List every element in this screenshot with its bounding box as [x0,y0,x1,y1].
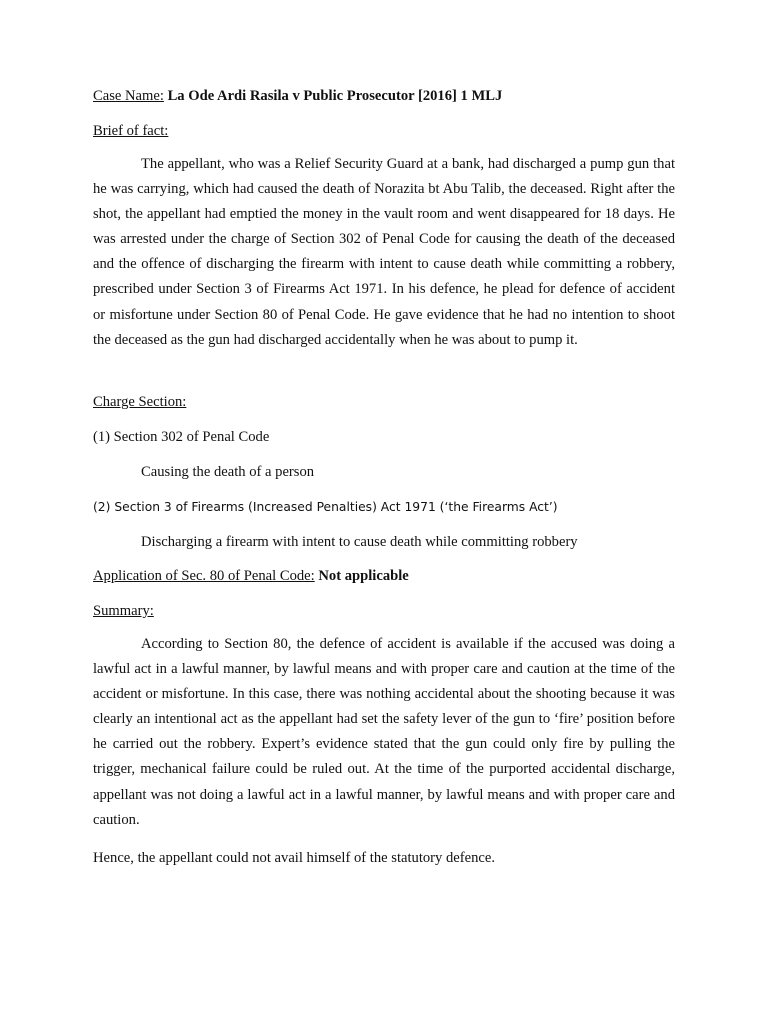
summary-heading: Summary: [93,603,154,619]
application-value: Not applicable [318,568,409,584]
summary-paragraph: According to Section 80, the defence of accident is available if the accused was doing a lawful act in a lawful manner, by lawful means and with proper care and caution at the time of the accident or misfortune. In this case, there was nothing accidental about the shooting because it was clearly an intentional act as the appellant had set the safety lever of the gun to ‘fire’ position before he carried out the robbery. Expert’s evidence stated that the gun could only fire by pulling the trigger, mechanical failure could be ruled out. At the time of the purported accidental discharge, appellant was not doing a lawful act in a lawful manner, by lawful means and with proper care and caution. [93,636,675,828]
brief-heading: Brief of fact: [93,123,169,139]
case-name-label: Case Name: [93,88,164,104]
application-label: Application of Sec. 80 of Penal Code: [93,568,315,584]
charge-2-title: (2) Section 3 of Firearms (Increased Penalties) Act 1971 (‘the Firearms Act’) [93,500,558,514]
brief-paragraph: The appellant, who was a Relief Security Guard at a bank, had discharged a pump gun that he was carrying, which had caused the death of Norazita bt Abu Talib, the deceased. Right after the shot, the appellant had emptied the money in the vault room and went disappeared for 18 days. He was arrested under the charge of Section 302 of Penal Code for causing the death of the deceased and the offence of discharging the firearm with intent to cause death while committing a robbery, prescribed under Section 3 of Firearms Act 1971. In his defence, he plead for defence of accident or misfortune under Section 80 of Penal Code. He gave evidence that he had no intention to shoot the deceased as the gun had discharged accidentally when he was about to pump it. [93,156,675,348]
charge-1-detail: Causing the death of a person [141,464,315,480]
charge-1-title: (1) Section 302 of Penal Code [93,429,270,445]
conclusion-text: Hence, the appellant could not avail himself of the statutory defence. [93,850,495,866]
application-line [93,567,409,585]
charge-section-heading: Charge Section: [93,394,187,410]
charge-2-detail: Discharging a firearm with intent to cause death while committing robbery [141,534,578,550]
case-title: La Ode Ardi Rasila v Public Prosecutor [2016] 1 MLJ [167,88,503,104]
case-name-line [93,87,502,105]
